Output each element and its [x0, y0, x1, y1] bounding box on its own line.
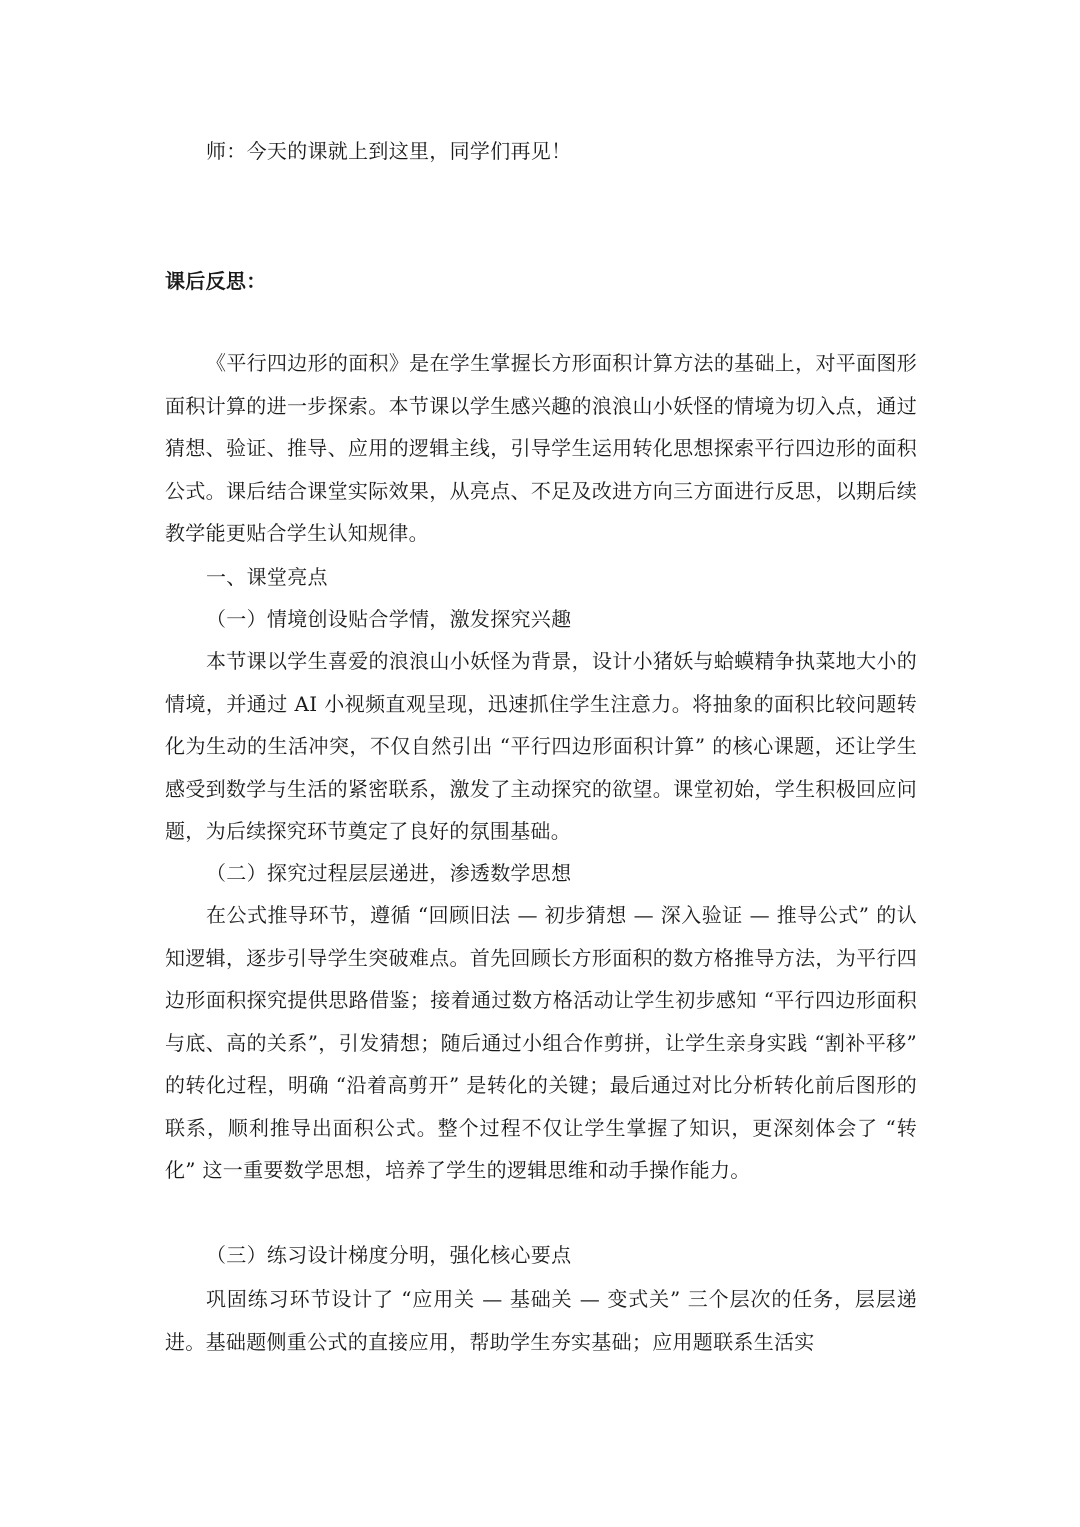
subsection-2-title: （二）探究过程层层递进，渗透数学思想: [206, 861, 572, 885]
subsection-3-body: 巩固练习环节设计了 “应用关 — 基础关 — 变式关” 三个层次的任务，层层递进。基础题侧重公式的直接应用，帮助学生夯实基础；应用题联系生活实: [165, 1287, 917, 1354]
section-1-title: 一、课堂亮点: [206, 565, 328, 589]
subsection-2-body: 在公式推导环节，遵循 “回顾旧法 — 初步猜想 — 深入验证 — 推导公式” 的认知逻辑，逐步引导学生突破难点。首先回顾长方形面积的数方格推导方法，为平行四边形面积探究提供思路借鉴；接着通过数方格活动让学生初步感知 “平行四边形面积与底、高的关系”，引发猜想；随后通过小组合作剪拼，让学生亲身实践 “割补平移” 的转化过程，明确 “沿着高剪开” 是转化的关键；最后通过对比分析转化前后图形的联系，顺利推导出面积公式。整个过程不仅让学生掌握了知识，更深刻体会了 “转化” 这一重要数学思想，培养了学生的逻辑思维和动手操作能力。: [165, 903, 917, 1182]
intro-paragraph: 《平行四边形的面积》是在学生掌握长方形面积计算方法的基础上，对平面图形面积计算的进一步探索。本节课以学生感兴趣的浪浪山小妖怪的情境为切入点，通过猜想、验证、推导、应用的逻辑主线，引导学生运用转化思想探索平行四边形的面积公式。课后结合课堂实际效果，从亮点、不足及改进方向三方面进行反思，以期后续教学能更贴合学生认知规律。: [165, 351, 917, 545]
subsection-1-title: （一）情境创设贴合学情，激发探究兴趣: [206, 607, 572, 631]
closing-line: 师：今天的课就上到这里，同学们再见！: [206, 139, 572, 163]
reflection-heading: 课后反思：: [165, 269, 267, 293]
subsection-1-body: 本节课以学生喜爱的浪浪山小妖怪为背景，设计小猪妖与蛤蟆精争执菜地大小的情境，并通过 AI 小视频直观呈现，迅速抓住学生注意力。将抽象的面积比较问题转化为生动的生活冲突，不仅自然引出 “平行四边形面积计算” 的核心课题，还让学生感受到数学与生活的紧密联系，激发了主动探究的欲望。课堂初始，学生积极回应问题，为后续探究环节奠定了良好的氛围基础。: [165, 649, 917, 843]
subsection-3-title: （三）练习设计梯度分明，强化核心要点: [206, 1243, 572, 1267]
